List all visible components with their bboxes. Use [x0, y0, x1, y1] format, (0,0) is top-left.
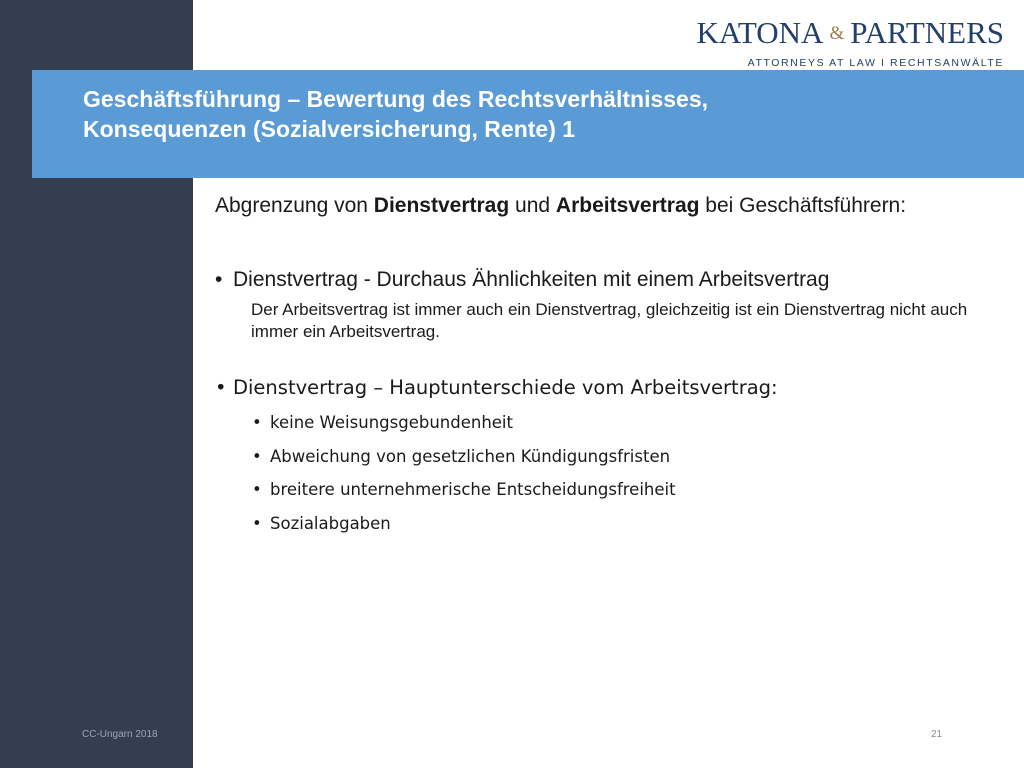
slide-body — [215, 193, 975, 547]
page-number: 21 — [931, 729, 943, 740]
intro-bold-arbeitsvertrag: Arbeitsvertrag — [555, 194, 700, 217]
logo-wordmark — [697, 16, 1004, 51]
logo-tagline: ATTORNEYS AT LAW I RECHTSANWÄLTE — [747, 57, 1004, 69]
company-logo — [697, 16, 1004, 69]
intro-text-2: und — [509, 194, 556, 217]
slide-title-line-1: Geschäftsführung – Bewertung des Rechtsverhältnisses, — [83, 86, 709, 112]
bullet-hauptunterschiede: • Dienstvertrag – Hauptunterschiede vom Arbeitsvertrag: — [215, 375, 975, 401]
bullet-dienstvertrag-aehnlichkeiten: • Dienstvertrag - Durchaus Ähnlichkeiten mit einem Arbeitsvertrag — [215, 267, 975, 293]
logo-ampersand: & — [829, 23, 845, 44]
intro-text-3: bei Geschäftsführern: — [699, 194, 907, 217]
list-item: • breitere unternehmerische Entscheidungsfreiheit — [215, 480, 975, 500]
slide-title-line-2: Konsequenzen (Sozialversicherung, Rente) 1 — [83, 116, 576, 142]
footer-label: CC-Ungarn 2018 — [82, 729, 158, 740]
intro-text-1: Abgrenzung von — [215, 194, 374, 217]
list-item: • Sozialabgaben — [215, 514, 975, 534]
intro-paragraph — [215, 193, 975, 219]
list-item: • Abweichung von gesetzlichen Kündigungsfristen — [215, 447, 975, 467]
list-item: • keine Weisungsgebundenheit — [215, 413, 975, 433]
logo-name-left: KATONA — [696, 15, 824, 50]
slide-title — [83, 84, 1013, 144]
intro-bold-dienstvertrag: Dienstvertrag — [373, 194, 510, 217]
bullet-dienstvertrag-detail: Der Arbeitsvertrag ist immer auch ein Dienstvertrag, gleichzeitig ist ein Dienstvertrag nicht auch immer ein Arbeitsvertrag. — [251, 300, 968, 341]
logo-name-right: PARTNERS — [850, 15, 1004, 50]
hauptunterschiede-list — [215, 413, 975, 534]
